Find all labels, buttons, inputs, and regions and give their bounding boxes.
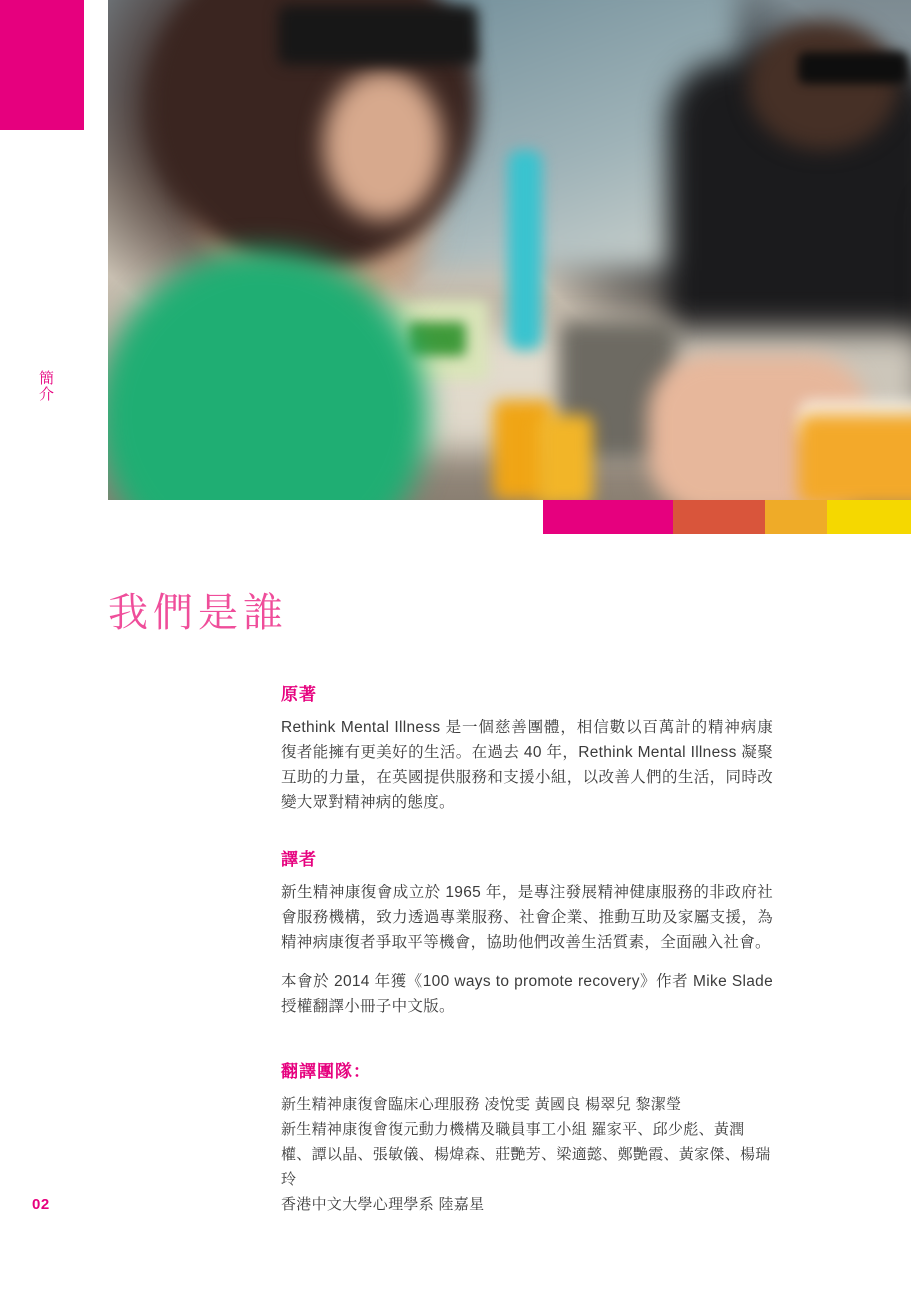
swatch-magenta <box>543 500 673 534</box>
photo-blur-green-graphic <box>408 322 466 356</box>
translation-team-line-1: 新生精神康復會臨床心理服務 凌悅雯 黃國良 楊翠兒 黎潔瑩 <box>281 1096 682 1113</box>
photo-blur-bottle <box>508 150 542 350</box>
page-heading-block <box>108 585 788 641</box>
photo-blur-cup <box>798 415 911 500</box>
swatch-yellow <box>827 500 911 534</box>
section-side-label: 簡介 <box>37 370 54 402</box>
paragraph-original-author-1: Rethink Mental Illness 是一個慈善團體，相信數以百萬計的精神病康復者能擁有更美好的生活。在過去 40 年，Rethink Mental Illness 凝聚互助的力量，在英國提供服務和支援小組，以改善人們的生活，同時改變大眾對精神病的態度。 <box>281 719 773 811</box>
photo-blur-foreground-ear <box>323 70 443 220</box>
photo-blur-person-background-head <box>748 20 898 150</box>
body-text-column <box>281 680 773 1217</box>
photo-blur-juice-cup-2 <box>538 415 593 500</box>
hero-photo-image <box>108 0 911 500</box>
translation-team-line-2: 新生精神康復會復元動力機構及職員事工小組 羅家平、邱少彪、黃潤權、譚以晶、張敏儀、楊煒森、莊艷芳、梁適懿、鄭艷霞、黃家傑、楊瑞玲 <box>281 1121 771 1188</box>
magenta-corner-block <box>0 0 84 130</box>
translation-team-list <box>281 1092 773 1217</box>
swatch-amber <box>765 500 827 534</box>
page-title: 我們是誰 <box>108 591 288 635</box>
left-margin-rail <box>0 0 84 1290</box>
color-swatch-strip <box>543 500 911 534</box>
photo-blur-person-background-glasses <box>798 52 908 84</box>
page-number: 02 <box>32 1196 50 1213</box>
swatch-orange-red <box>673 500 765 534</box>
hero-photo <box>108 0 911 500</box>
section-title-translator: 譯者 <box>281 850 317 869</box>
translation-team-line-3: 香港中文大學心理學系 陸嘉星 <box>281 1196 485 1213</box>
section-title-original-author: 原著 <box>281 685 317 704</box>
paragraph-translator-2: 本會於 2014 年獲《100 ways to promote recovery》作者 Mike Slade 授權翻譯小冊子中文版。 <box>281 973 773 1015</box>
paragraph-translator-1: 新生精神康復會成立於 1965 年，是專注發展精神健康服務的非政府社會服務機構，致力透過專業服務、社會企業、推動互助及家屬支援，為精神病康復者爭取平等機會，協助他們改善生活質素，全面融入社會。 <box>281 884 773 951</box>
section-title-translation-team: 翻譯團隊： <box>281 1062 371 1081</box>
photo-blur-foreground-glasses <box>278 5 478 65</box>
